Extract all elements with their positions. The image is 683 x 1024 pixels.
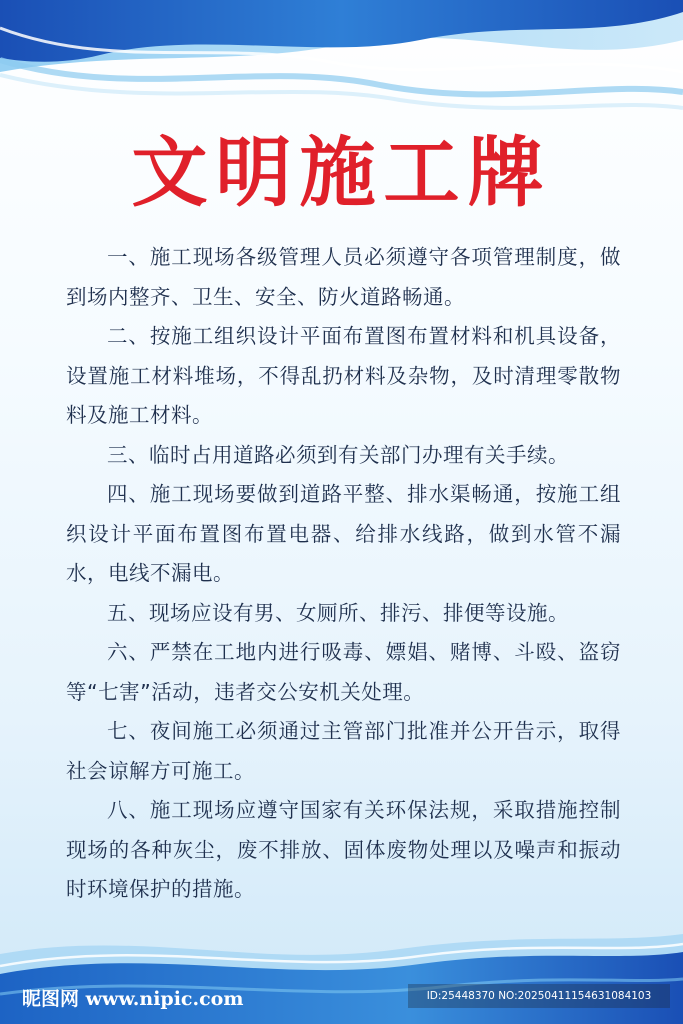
regulation-item-7: 七、夜间施工必须通过主管部门批准并公开告示，取得社会谅解方可施工。 (66, 719, 621, 783)
regulation-item-3: 三、临时占用道路必须到有关部门办理有关手续。 (107, 442, 569, 467)
page-title: 文明施工牌 (131, 128, 552, 217)
regulation-item-4: 四、施工现场要做到道路平整、排水渠畅通，按施工组织设计平面布置图布置电器、给排水线路，做到水管不漏水，电线不漏电。 (66, 482, 621, 585)
regulation-list (66, 238, 621, 910)
watermark-site: 昵图网 www.nipic.com (22, 988, 244, 1010)
regulation-item-2: 二、按施工组织设计平面布置图布置材料和机具设备，设置施工材料堆场，不得乱扔材料及杂物，及时清理零散物料及施工材料。 (66, 324, 621, 427)
regulation-item-1: 一、施工现场各级管理人员必须遵守各项管理制度，做到场内整齐、卫生、安全、防火道路畅通。 (66, 245, 621, 309)
watermark-id: ID:25448370 NO:20250411154631084103 (408, 984, 670, 1008)
regulation-item-6: 六、严禁在工地内进行吸毒、嫖娼、赌博、斗殴、盗窃等“七害”活动，违者交公安机关处理。 (66, 640, 621, 704)
regulation-item-8: 八、施工现场应遵守国家有关环保法规，采取措施控制现场的各种灰尘，废不排放、固体废物处理以及噪声和振动时环境保护的措施。 (66, 798, 621, 901)
top-wave-decoration (0, 0, 683, 120)
regulation-item-5: 五、现场应设有男、女厕所、排污、排便等设施。 (107, 600, 569, 625)
